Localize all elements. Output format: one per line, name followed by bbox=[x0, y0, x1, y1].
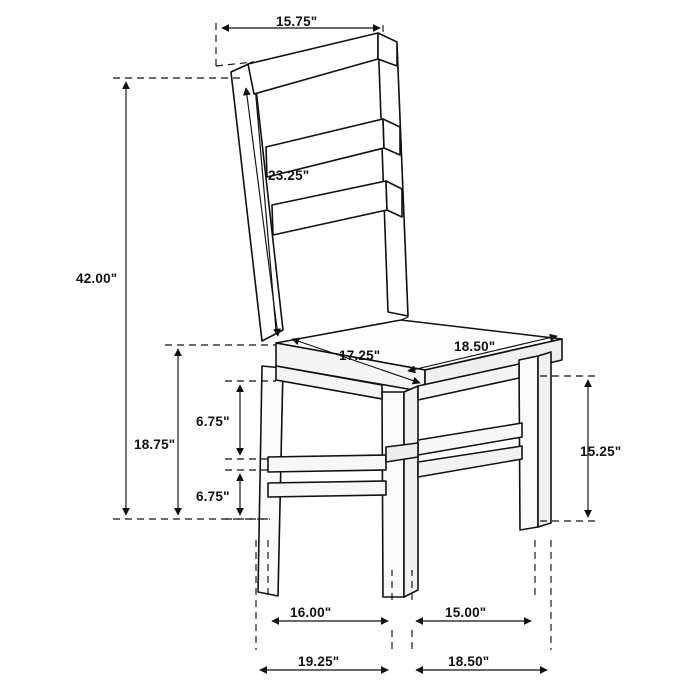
chair-leg-rear-right bbox=[519, 356, 538, 530]
chair-back-slat-lower bbox=[272, 181, 387, 235]
chair-crest-rail bbox=[248, 33, 378, 94]
dim-label-rail-gap-lower: 6.75" bbox=[196, 489, 230, 504]
chair-stretcher-left-upper bbox=[268, 455, 386, 472]
chair-back-right-post bbox=[378, 36, 408, 316]
chair-drawing bbox=[231, 33, 562, 597]
dim-label-overall-height: 42.00" bbox=[76, 271, 118, 286]
dim-label-overall-depth-rear: 19.25" bbox=[298, 654, 340, 669]
dim-label-seat-depth: 17.25" bbox=[339, 348, 381, 363]
dim-label-overall-depth-front: 18.50" bbox=[448, 654, 490, 669]
dim-label-seat-width-top: 15.75" bbox=[276, 14, 318, 29]
dim-label-rail-gap-upper: 6.75" bbox=[196, 414, 230, 429]
chair-leg-rear-right-side bbox=[538, 352, 551, 527]
dim-label-front-leg-height: 15.25" bbox=[580, 444, 622, 459]
dim-label-depth-front: 15.00" bbox=[445, 605, 487, 620]
chair-stretcher-left-lower bbox=[268, 481, 386, 497]
dim-label-seat-width: 18.50" bbox=[454, 339, 496, 354]
dim-label-back-height: 23.25" bbox=[268, 168, 310, 183]
chair-leg-front-left-side bbox=[404, 386, 418, 597]
dim-label-seat-height: 18.75" bbox=[134, 437, 176, 452]
dim-label-depth-rear: 16.00" bbox=[290, 605, 332, 620]
